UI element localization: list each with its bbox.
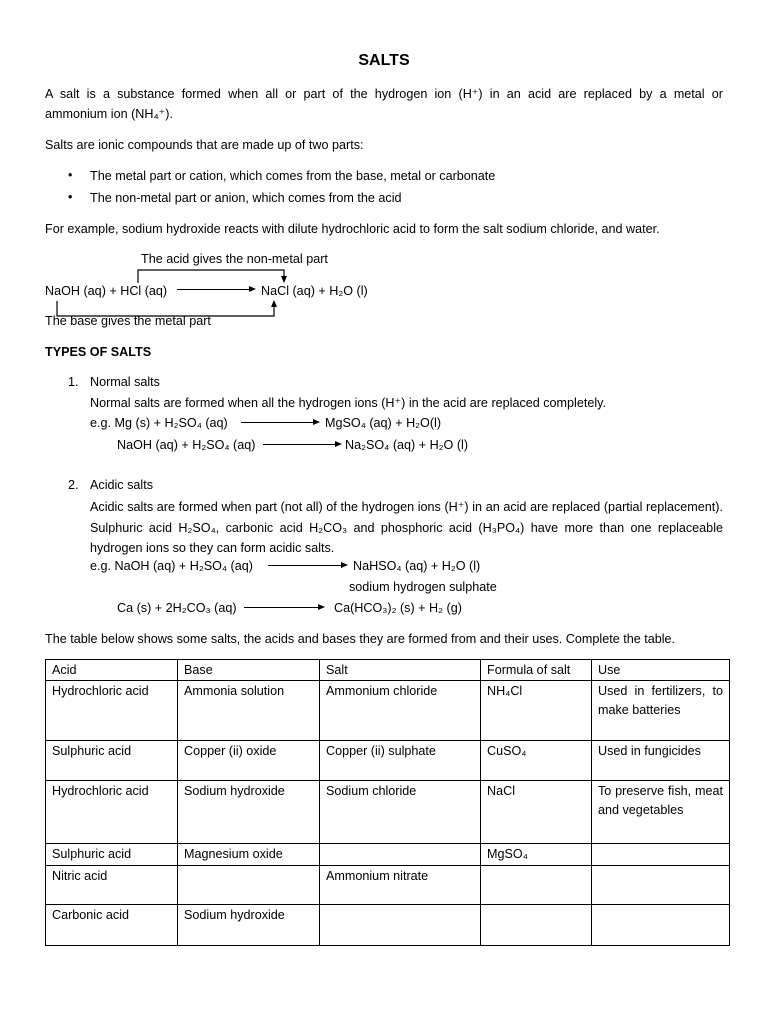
normal-salts-heading: Normal salts: [90, 375, 160, 389]
header-acid: Acid: [46, 660, 178, 681]
eq-arrow-shaft: [268, 565, 341, 566]
cell-acid: Sulphuric acid: [46, 741, 178, 781]
cell-base: Copper (ii) oxide: [178, 741, 320, 781]
connector-lines: [0, 0, 768, 340]
salts-table: [45, 659, 730, 946]
cell-use[interactable]: [592, 865, 730, 904]
cell-salt[interactable]: [320, 904, 481, 945]
list-number: 1.: [68, 375, 79, 389]
cell-acid: Carbonic acid: [46, 904, 178, 945]
acidic-salts-heading: Acidic salts: [90, 478, 153, 492]
normal-eq2-right: Na₂SO₄ (aq) + H₂O (l): [345, 438, 469, 452]
types-heading: TYPES OF SALTS: [45, 345, 152, 359]
acidic-eq1-name: sodium hydrogen sulphate: [349, 580, 497, 594]
acidic-eq1-left: e.g. NaOH (aq) + H₂SO₄ (aq): [90, 559, 253, 573]
header-formula: Formula of salt: [481, 660, 592, 681]
table-row: [46, 844, 730, 865]
table-row: [46, 681, 730, 741]
cell-formula[interactable]: [481, 904, 592, 945]
acidic-salts-desc: Acidic salts are formed when part (not all) of the hydrogen ions (H⁺) in an acid are replaced (partial replacement). Sulphuric acid H₂SO₄, carbonic acid H₂CO₃ and phosphoric acid (H₃PO₄) have more than one replaceable hydrogen ions so they can form acidic salts.: [90, 500, 723, 555]
acidic-eq2-left: Ca (s) + 2H₂CO₃ (aq): [117, 601, 237, 615]
bullet-item: The metal part or cation, which comes from the base, metal or carbonate: [90, 169, 496, 183]
normal-eq2-left: NaOH (aq) + H₂SO₄ (aq): [117, 438, 256, 452]
cell-formula: NH₄Cl: [481, 681, 592, 741]
bullet-dot: •: [68, 168, 73, 182]
cell-use[interactable]: [592, 904, 730, 945]
header-base: Base: [178, 660, 320, 681]
cell-salt: Ammonium chloride: [320, 681, 481, 741]
eq-arrow-shaft: [241, 422, 314, 423]
cell-salt[interactable]: [320, 844, 481, 865]
eq-arrow-head: [318, 604, 325, 610]
cell-base: Ammonia solution: [178, 681, 320, 741]
cell-base: Sodium hydroxide: [178, 904, 320, 945]
cell-formula: CuSO₄: [481, 741, 592, 781]
cell-acid: Hydrochloric acid: [46, 781, 178, 844]
table-row: [46, 904, 730, 945]
acid-label: The acid gives the non-metal part: [141, 252, 328, 266]
header-salt: Salt: [320, 660, 481, 681]
cell-use[interactable]: [592, 844, 730, 865]
cell-formula: MgSO₄: [481, 844, 592, 865]
eq-arrow-head: [313, 419, 320, 425]
cell-salt: Ammonium nitrate: [320, 865, 481, 904]
cell-acid: Sulphuric acid: [46, 844, 178, 865]
page-title: SALTS: [358, 52, 410, 69]
eq-arrow-shaft: [263, 444, 335, 445]
normal-eq1-right: MgSO₄ (aq) + H₂O(l): [325, 416, 442, 430]
base-label: The base gives the metal part: [45, 314, 211, 328]
acidic-eq2-right: Ca(HCO₃)₂ (s) + H₂ (g): [334, 601, 462, 615]
normal-eq1-left: e.g. Mg (s) + H₂SO₄ (aq): [90, 416, 228, 430]
table-row: [46, 781, 730, 844]
cell-base: Sodium hydroxide: [178, 781, 320, 844]
intro-line-2: ammonium ion (NH₄⁺).: [45, 107, 173, 121]
bullet-dot: •: [68, 190, 73, 204]
table-row: [46, 865, 730, 904]
intro-line-1: A salt is a substance formed when all or part of the hydrogen ion (H⁺) in an acid are replaced by a metal or: [45, 87, 723, 101]
table-header-row: [46, 660, 730, 681]
cell-formula: NaCl: [481, 781, 592, 844]
acidic-eq1-right: NaHSO₄ (aq) + H₂O (l): [353, 559, 481, 573]
table-intro: The table below shows some salts, the acids and bases they are formed from and their uses. Complete the table.: [45, 632, 676, 646]
eq-arrow-head: [341, 562, 348, 568]
example-text: For example, sodium hydroxide reacts with dilute hydrochloric acid to form the salt sodium chloride, and water.: [45, 222, 660, 236]
list-number: 2.: [68, 478, 79, 492]
cell-salt: Copper (ii) sulphate: [320, 741, 481, 781]
cell-salt: Sodium chloride: [320, 781, 481, 844]
cell-acid: Hydrochloric acid: [46, 681, 178, 741]
bullet-item: The non-metal part or anion, which comes from the acid: [90, 191, 402, 205]
table-row: [46, 741, 730, 781]
cell-use: Used in fertilizers, to make batteries: [592, 681, 730, 741]
products: NaCl (aq) + H₂O (l): [261, 284, 368, 298]
normal-salts-desc: Normal salts are formed when all the hydrogen ions (H⁺) in the acid are replaced completely.: [90, 396, 607, 410]
cell-base: Magnesium oxide: [178, 844, 320, 865]
cell-use: Used in fungicides: [592, 741, 730, 781]
two-parts-text: Salts are ionic compounds that are made up of two parts:: [45, 138, 364, 152]
eq-arrow-shaft: [244, 607, 318, 608]
header-use: Use: [592, 660, 730, 681]
cell-base[interactable]: [178, 865, 320, 904]
cell-formula[interactable]: [481, 865, 592, 904]
reactants: NaOH (aq) + HCl (aq): [45, 284, 168, 298]
eq-arrow-head: [335, 441, 342, 447]
cell-use: To preserve fish, meat and vegetables: [592, 781, 730, 844]
cell-acid: Nitric acid: [46, 865, 178, 904]
